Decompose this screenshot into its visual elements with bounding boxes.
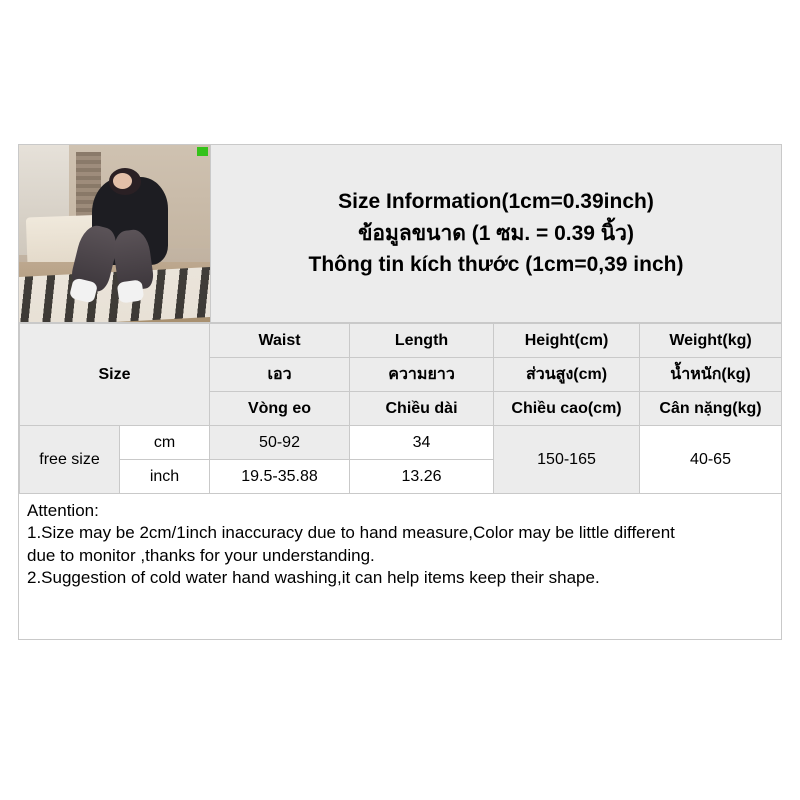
header-waist-en: Waist xyxy=(210,324,350,358)
title-line-vietnamese: Thông tin kích thước (1cm=0,39 inch) xyxy=(308,253,684,277)
value-waist-inch: 19.5-35.88 xyxy=(210,460,350,494)
value-height: 150-165 xyxy=(494,426,640,494)
title-line-english: Size Information(1cm=0.39inch) xyxy=(338,190,654,214)
chart-header-row xyxy=(19,145,781,323)
attention-block xyxy=(19,494,781,590)
value-waist-cm: 50-92 xyxy=(210,426,350,460)
value-weight: 40-65 xyxy=(640,426,782,494)
header-weight-vi: Cân nặng(kg) xyxy=(640,392,782,426)
header-length-en: Length xyxy=(350,324,494,358)
green-dot-icon xyxy=(197,147,208,156)
attention-line-2: due to monitor ,thanks for your understanding. xyxy=(27,545,375,565)
photo-model-face xyxy=(113,173,132,189)
title-line-thai: ข้อมูลขนาด (1 ซม. = 0.39 นิ้ว) xyxy=(358,221,634,245)
size-chart xyxy=(18,144,782,640)
header-height-th: ส่วนสูง(cm) xyxy=(494,358,640,392)
value-length-cm: 34 xyxy=(350,426,494,460)
header-height-vi: Chiều cao(cm) xyxy=(494,392,640,426)
header-waist-th: เอว xyxy=(210,358,350,392)
header-weight-th: น้ำหนัก(kg) xyxy=(640,358,782,392)
product-photo xyxy=(19,145,211,322)
header-height-en: Height(cm) xyxy=(494,324,640,358)
size-table xyxy=(19,323,782,494)
header-weight-en: Weight(kg) xyxy=(640,324,782,358)
header-waist-vi: Vòng eo xyxy=(210,392,350,426)
size-label-cell: Size xyxy=(20,324,210,426)
attention-line-1: 1.Size may be 2cm/1inch inaccuracy due to hand measure,Color may be little different xyxy=(27,523,675,543)
chart-title-block xyxy=(211,145,781,322)
table-row-cm xyxy=(20,426,782,460)
header-length-vi: Chiều dài xyxy=(350,392,494,426)
unit-cell-cm: cm xyxy=(120,426,210,460)
table-row-header-english xyxy=(20,324,782,358)
photo-rug xyxy=(19,267,211,322)
value-length-inch: 13.26 xyxy=(350,460,494,494)
attention-title: Attention: xyxy=(27,501,99,520)
attention-line-3: 2.Suggestion of cold water hand washing,it can help items keep their shape. xyxy=(27,568,600,588)
header-length-th: ความยาว xyxy=(350,358,494,392)
free-size-cell: free size xyxy=(20,426,120,494)
unit-cell-inch: inch xyxy=(120,460,210,494)
